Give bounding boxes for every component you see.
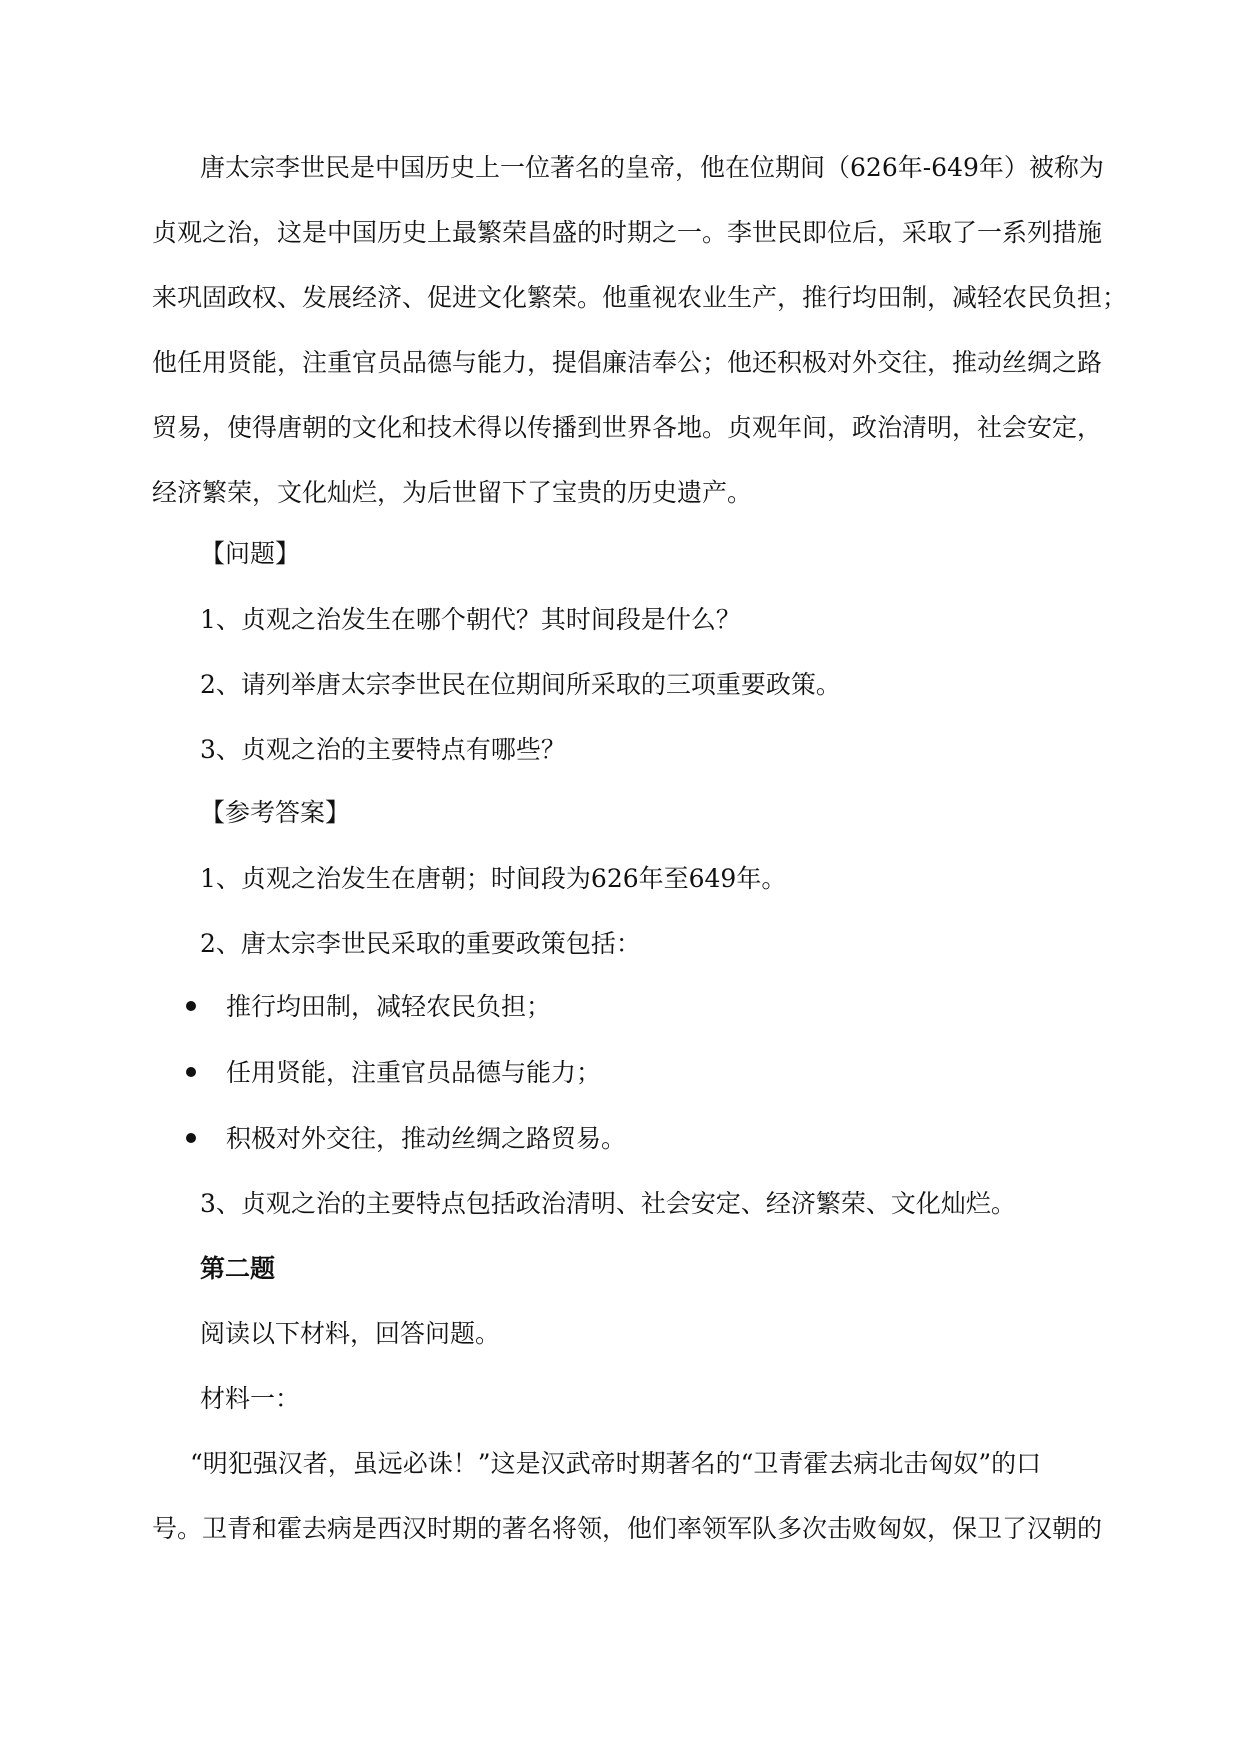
passage-line-2: 贞观之治，这是中国历史上最繁荣昌盛的时期之一。李世民即位后，采取了一系列措施 <box>152 218 1103 247</box>
bullet-dot-icon <box>186 1001 196 1011</box>
passage-line-5: 贸易，使得唐朝的文化和技术得以传播到世界各地。贞观年间，政治清明，社会安定， <box>152 413 1103 442</box>
answer-3: 3、贞观之治的主要特点包括政治清明、社会安定、经济繁荣、文化灿烂。 <box>200 1189 1016 1218</box>
material-line-2: 号。卫青和霍去病是西汉时期的著名将领，他们率领军队多次击败匈奴，保卫了汉朝的 <box>152 1514 1103 1543</box>
answers-heading: 【参考答案】 <box>200 798 351 827</box>
questions-heading: 【问题】 <box>200 539 301 568</box>
section-title: 第二题 <box>200 1254 276 1283</box>
answer-2: 2、唐太宗李世民采取的重要政策包括： <box>200 929 641 958</box>
answer-2-bullet-1: 推行均田制，减轻农民负担； <box>226 992 552 1021</box>
question-1: 1、贞观之治发生在哪个朝代？其时间段是什么？ <box>200 605 741 634</box>
answer-1: 1、贞观之治发生在唐朝；时间段为626年至649年。 <box>200 864 787 893</box>
answer-2-bullet-2: 任用贤能，注重官员品德与能力； <box>226 1058 602 1087</box>
passage-line-4: 他任用贤能，注重官员品德与能力，提倡廉洁奉公；他还积极对外交往，推动丝绸之路 <box>152 348 1103 377</box>
answer-2-bullet-3: 积极对外交往，推动丝绸之路贸易。 <box>226 1124 627 1153</box>
instruction: 阅读以下材料，回答问题。 <box>200 1319 501 1348</box>
passage-line-3: 来巩固政权、发展经济、促进文化繁荣。他重视农业生产，推行均田制，减轻农民负担； <box>152 283 1128 312</box>
question-3: 3、贞观之治的主要特点有哪些？ <box>200 735 566 764</box>
question-2: 2、请列举唐太宗李世民在位期间所采取的三项重要政策。 <box>200 670 841 699</box>
passage-line-1: 唐太宗李世民是中国历史上一位著名的皇帝，他在位期间（626年-649年）被称为 <box>200 153 1104 182</box>
bullet-dot-icon <box>186 1133 196 1143</box>
material-label: 材料一： <box>200 1384 301 1413</box>
passage-line-6: 经济繁荣，文化灿烂，为后世留下了宝贵的历史遗产。 <box>152 478 753 507</box>
material-line-1: “明犯强汉者，虽远必诛！”这是汉武帝时期著名的“卫青霍去病北击匈奴”的口 <box>190 1449 1042 1478</box>
bullet-dot-icon <box>186 1067 196 1077</box>
